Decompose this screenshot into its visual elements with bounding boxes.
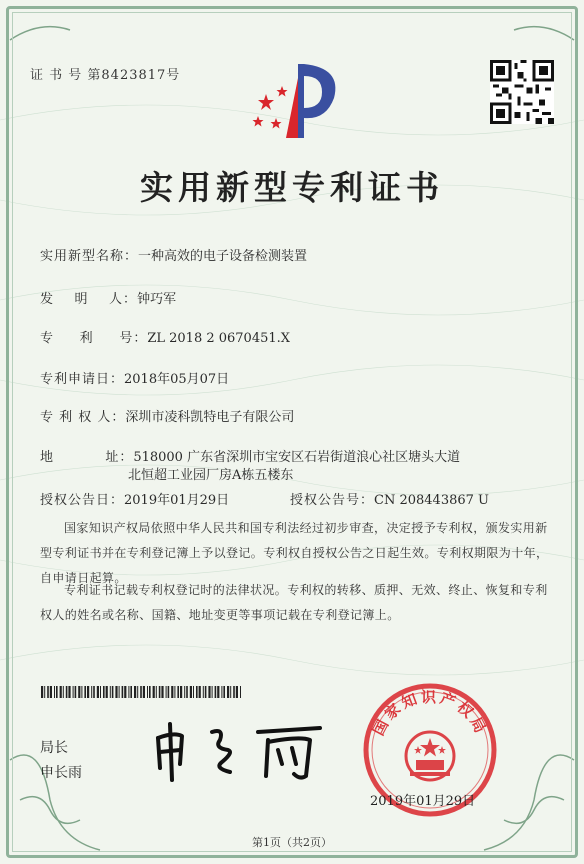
barcode-bar bbox=[47, 686, 49, 698]
page-footer: 第1页（共2页） bbox=[252, 836, 332, 849]
barcode-bar bbox=[93, 686, 95, 698]
barcode-bar bbox=[122, 686, 124, 698]
barcode-bar bbox=[190, 686, 192, 698]
barcode-bar bbox=[161, 686, 163, 698]
filing-date-value: 2018年05月07日 bbox=[124, 372, 230, 387]
utility-name-row bbox=[40, 245, 307, 264]
barcode-bar bbox=[119, 686, 120, 698]
body-paragraph-2: 专利证书记载专利权登记时的法律状况。专利权的转移、质押、无效、终止、恢复和专利权人的姓名或名称、国籍、地址变更等事项记载在专利登记簿上。 bbox=[40, 583, 548, 622]
barcode-bar bbox=[177, 686, 179, 698]
barcode-bar bbox=[221, 686, 222, 698]
barcode-bar bbox=[199, 686, 201, 698]
barcode-bar bbox=[174, 686, 175, 698]
barcode-bar bbox=[54, 686, 55, 698]
barcode-bar bbox=[153, 686, 155, 698]
barcode-bar bbox=[87, 686, 89, 698]
barcode-bar bbox=[215, 686, 217, 698]
body-paragraph-1: 国家知识产权局依照中华人民共和国专利法经过初步审查，决定授予专利权，颁发实用新型专利证书并在专利登记簿上予以登记。专利权自授权公告之日起生效。专利权期限为十年，自申请日起算。 bbox=[40, 521, 549, 585]
barcode-bar bbox=[81, 686, 82, 698]
grant-date-label: 授权公告日： bbox=[40, 493, 125, 508]
barcode-bar bbox=[110, 686, 111, 698]
barcode-bar bbox=[63, 686, 64, 698]
barcode-bar bbox=[180, 686, 182, 698]
barcode-bar bbox=[186, 686, 188, 698]
barcode-bar bbox=[137, 686, 138, 698]
utility-name-value: 一种高效的电子设备检测装置 bbox=[138, 249, 308, 264]
qr-code-icon bbox=[490, 60, 554, 124]
patent-number-value: ZL 2018 2 0670451.X bbox=[147, 331, 291, 346]
barcode-bar bbox=[143, 686, 145, 698]
seal-text: 国家知识产权局 bbox=[369, 688, 491, 739]
director-signature bbox=[150, 718, 330, 784]
barcode-bar bbox=[208, 686, 210, 698]
inventor-row bbox=[40, 288, 176, 307]
barcode-bar bbox=[78, 686, 80, 698]
utility-name-label: 实用新型名称： bbox=[40, 249, 139, 264]
barcode-bar bbox=[140, 686, 142, 698]
inventor-label: 发 明 人： bbox=[40, 292, 138, 307]
barcode-bar bbox=[73, 686, 74, 698]
barcode-bar bbox=[97, 686, 99, 698]
barcode-bar bbox=[66, 686, 68, 698]
barcode-bar bbox=[196, 686, 198, 698]
barcode-bar bbox=[134, 686, 136, 698]
barcode-bar bbox=[68, 686, 70, 698]
barcode-bar bbox=[41, 686, 43, 698]
grant-number-label: 授权公告号： bbox=[290, 493, 375, 508]
barcode-bar bbox=[130, 686, 132, 698]
barcode-bar bbox=[166, 686, 167, 698]
grant-number-row bbox=[290, 489, 489, 508]
director-name: 申长雨 bbox=[40, 765, 82, 781]
cnipa-logo-icon bbox=[246, 58, 346, 142]
barcode-bar bbox=[230, 686, 231, 698]
address-value-line2: 北恒超工业园厂房A栋五楼东 bbox=[128, 468, 294, 483]
barcode-bar bbox=[115, 686, 117, 698]
barcode-bar bbox=[44, 686, 45, 698]
grant-date-value: 2019年01月29日 bbox=[124, 493, 230, 508]
barcode-bar bbox=[159, 686, 161, 698]
barcode-bar bbox=[236, 686, 238, 698]
barcode-bar bbox=[184, 686, 185, 698]
barcode-bar bbox=[240, 686, 241, 698]
filing-date-row bbox=[40, 368, 229, 387]
barcode-bar bbox=[223, 686, 225, 698]
barcode-bar bbox=[100, 686, 101, 698]
patent-number-label: 专 利 号： bbox=[40, 331, 148, 346]
barcode-bar bbox=[84, 686, 86, 698]
director-title: 局长 bbox=[40, 740, 68, 756]
barcode-bar bbox=[147, 686, 148, 698]
inventor-value: 钟巧军 bbox=[137, 292, 177, 307]
barcode-bar bbox=[233, 686, 235, 698]
barcode-bar bbox=[75, 686, 77, 698]
barcode-bar bbox=[149, 686, 151, 698]
barcode-bar bbox=[212, 686, 213, 698]
grant-number-value: CN 208443867 U bbox=[374, 493, 489, 508]
barcode-bar bbox=[217, 686, 219, 698]
barcode-bar bbox=[60, 686, 62, 698]
filing-date-label: 专利申请日： bbox=[40, 372, 125, 387]
patentee-value: 深圳市凌科凯特电子有限公司 bbox=[125, 410, 295, 425]
barcode-bar bbox=[106, 686, 108, 698]
barcode-bar bbox=[171, 686, 173, 698]
barcode-bar bbox=[203, 686, 204, 698]
barcode-bar bbox=[50, 686, 52, 698]
address-value-line1: 518000 广东省深圳市宝安区石岩街道浪心社区塘头大道 bbox=[133, 450, 461, 465]
seal-date: 2019年01月29日 bbox=[370, 794, 476, 809]
barcode-bar bbox=[205, 686, 207, 698]
address-row bbox=[40, 446, 460, 465]
patentee-label: 专 利 权 人： bbox=[40, 410, 126, 425]
barcode-bar bbox=[112, 686, 114, 698]
patent-number-row bbox=[40, 327, 290, 346]
barcode-bar bbox=[124, 686, 126, 698]
certificate-title: 实用新型专利证书 bbox=[140, 168, 444, 207]
barcode-bar bbox=[103, 686, 105, 698]
address-label: 地 址： bbox=[40, 450, 134, 465]
barcode-bar bbox=[56, 686, 58, 698]
barcode-bar bbox=[91, 686, 92, 698]
barcode-icon bbox=[41, 686, 241, 698]
patentee-row bbox=[40, 406, 294, 425]
barcode-bar bbox=[156, 686, 157, 698]
grant-date-row bbox=[40, 489, 229, 508]
barcode-bar bbox=[168, 686, 170, 698]
barcode-bar bbox=[128, 686, 129, 698]
certificate-number: 证 书 号 第8423817号 bbox=[30, 68, 181, 83]
barcode-bar bbox=[193, 686, 194, 698]
barcode-bar bbox=[227, 686, 229, 698]
